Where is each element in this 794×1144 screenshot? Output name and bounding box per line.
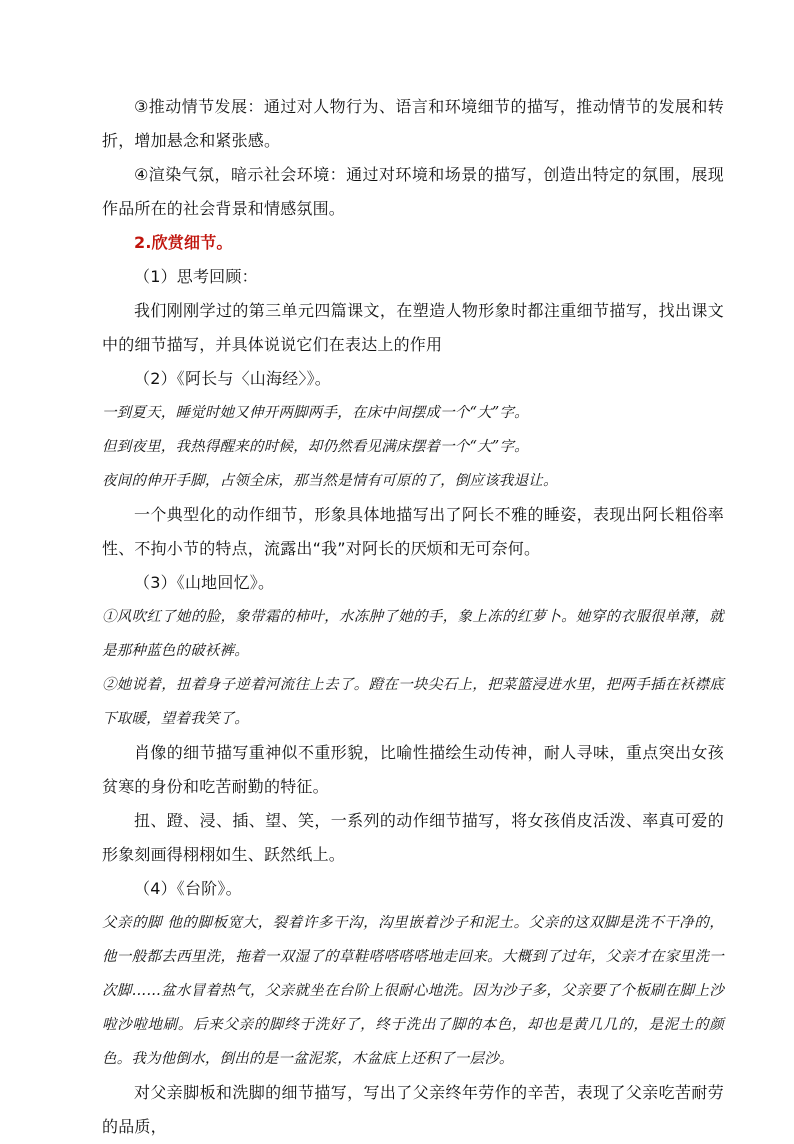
subheading-shandi: （3）《山地回忆》。	[134, 573, 275, 592]
quote-shandi-2: ②她说着，扭着身子逆着河流往上去了。蹬在一块尖石上，把菜篮浸进水里，把两手插在袄襟底下取暖，望着我笑了。	[102, 677, 724, 727]
document-page	[102, 90, 724, 1144]
quote-shandi-1: ①风吹红了她的脸，象带霜的柿叶，水冻肿了她的手，象上冻的红萝卜。她穿的衣服很单薄，就是那种蓝色的破袄裤。	[102, 609, 724, 659]
section-heading: 2.欣赏细节。	[134, 233, 233, 252]
quote-achang-3: 夜间的伸开手脚，占领全床，那当然是情有可原的了，倒应该我退让。	[102, 473, 558, 489]
quote-achang-1: 一到夏天，睡觉时她又伸开两脚两手，在床中间摆成一个“大”字。	[102, 405, 529, 421]
analysis-shandi-1: 肖像的细节描写重神似不重形貌，比喻性描绘生动传神，耐人寻味，重点突出女孩贫寒的身份和吃苦耐勤的特征。	[102, 743, 724, 796]
quote-taijie: 父亲的脚 他的脚板宽大，裂着许多干沟，沟里嵌着沙子和泥土。父亲的这双脚是洗不干净的，他一般都去西里洗，拖着一双湿了的草鞋嗒嗒嗒嗒地走回来。大概到了过年，父亲才在家里洗一次脚……盆水冒着热气，父亲就坐在台阶上很耐心地洗。因为沙子多，父亲要了个板刷在脚上沙啦沙啦地刷。后来父亲的脚终于洗好了，终于洗出了脚的本色，却也是黄几几的，是泥土的颜色。我为他倒水，倒出的是一盆泥浆，木盆底上还积了一层沙。	[102, 915, 724, 1067]
paragraph-review: 我们刚刚学过的第三单元四篇课文，在塑造人物形象时都注重细节描写，找出课文中的细节描写，并具体说说它们在表达上的作用	[102, 301, 724, 354]
analysis-achang: 一个典型化的动作细节，形象具体地描写出了阿长不雅的睡姿，表现出阿长粗俗率性、不拘小节的特点，流露出“我”对阿长的厌烦和无可奈何。	[102, 505, 724, 558]
analysis-shandi-2: 扭、蹬、浸、插、望、笑，一系列的动作细节描写，将女孩俏皮活泼、率真可爱的形象刻画得栩栩如生、跃然纸上。	[102, 811, 724, 864]
quote-achang-2: 但到夜里，我热得醒来的时候，却仍然看见满床摆着一个“大”字。	[102, 439, 529, 455]
paragraph-plot: ③推动情节发展：通过对人物行为、语言和环境细节的描写，推动情节的发展和转折，增加悬念和紧张感。	[102, 97, 724, 150]
paragraph-atmosphere: ④渲染气氛，暗示社会环境：通过对环境和场景的描写，创造出特定的氛围，展现作品所在的社会背景和情感氛围。	[102, 165, 724, 218]
analysis-taijie: 对父亲脚板和洗脚的细节描写，写出了父亲终年劳作的辛苦，表现了父亲吃苦耐劳的品质，	[102, 1083, 724, 1136]
subheading-achang: （2）《阿长与〈山海经〉》。	[134, 369, 331, 388]
subheading-taijie: （4）《台阶》。	[134, 879, 242, 898]
subheading-review: （1）思考回顾：	[134, 267, 258, 286]
